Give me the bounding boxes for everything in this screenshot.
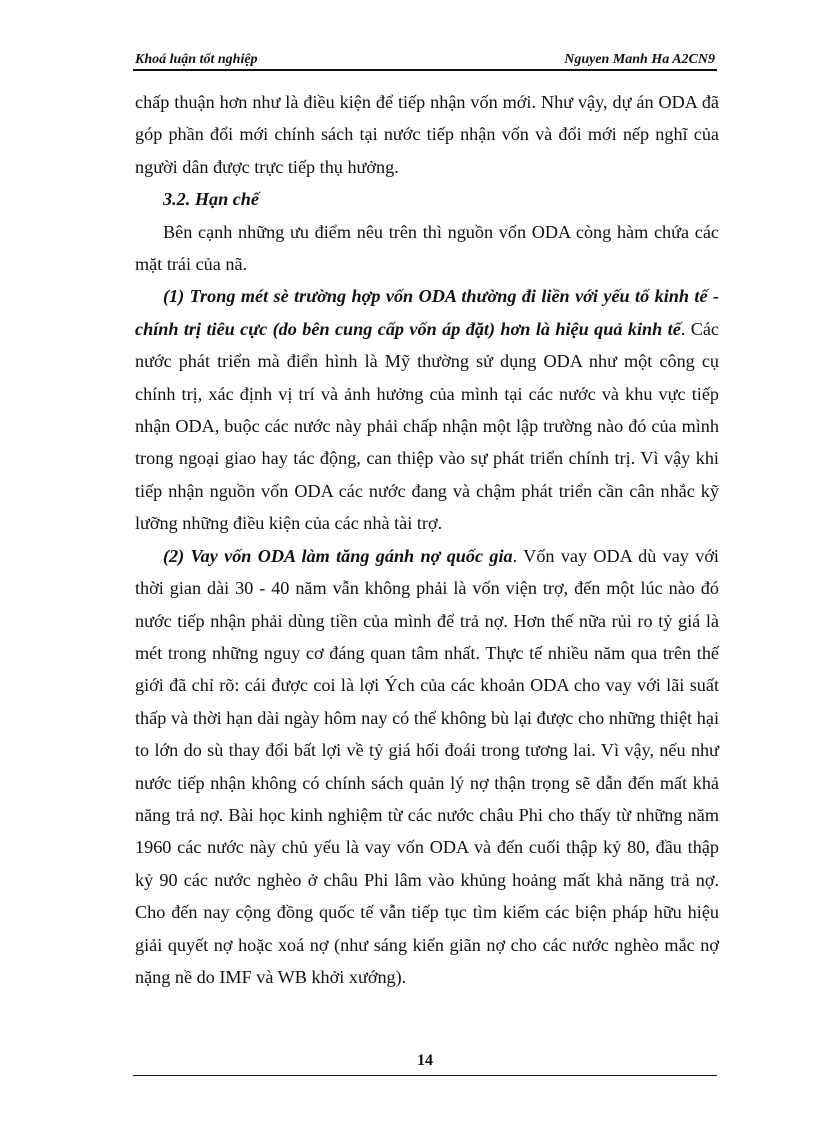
header-thesis-title: Khoá luận tốt nghiệp — [135, 52, 258, 67]
document-body — [135, 86, 719, 993]
point-1-title: (1) Trong mét sè trường hợp vốn ODA thường đi liền với yếu tố kinh tế - chính trị tiêu cực (do bên cung cấp vốn áp đặt) hơn là hiệu quả kinh tế — [135, 286, 719, 339]
page-number: 14 — [417, 1052, 433, 1069]
header-author: Nguyen Manh Ha A2CN9 — [564, 52, 715, 67]
page-footer — [133, 1051, 717, 1076]
paragraph-continuation: chấp thuận hơn như là điều kiện để tiếp nhận vốn mới. Như vậy, dự án ODA đã góp phần đổi mới chính sách tại nước tiếp nhận vốn và đổi mới nếp nghĩ của người dân được trực tiếp thụ hưởng. — [135, 92, 719, 177]
paragraph-intro: Bên cạnh những ưu điểm nêu trên thì nguồn vốn ODA còng hàm chứa các mặt trái của nã. — [135, 221, 719, 275]
paragraph-point-1 — [135, 280, 719, 539]
point-2-title: (2) Vay vốn ODA làm tăng gánh nợ quốc gia — [163, 545, 513, 566]
page-header — [133, 51, 717, 71]
section-heading: 3.2. Hạn chế — [163, 189, 259, 210]
paragraph-point-2 — [135, 540, 719, 994]
point-2-text: . Vốn vay ODA dù vay với thời gian dài 30 - 40 năm vẫn không phải là vốn viện trợ, đến một lúc nào đó nước tiếp nhận phải dùng tiền của mình để trả nợ. Hơn thế nữa rủi ro tỷ giá là mét trong những nguy cơ đáng quan tâm nhất. Thực tế nhiều năm qua trên thế giới đã chỉ rõ: cái được coi là lợi Ých của các khoản ODA cho vay với lãi suất thấp và thời hạn dài ngày hôm nay có thể không bù lại được cho những thiệt hại to lớn do sù thay đổi bất lợi về tỷ giá hối đoái trong tương lai. Vì vậy, nếu như nước tiếp nhận không có chính sách quản lý nợ thận trọng sẽ dẫn đến mất khả năng trả nợ. Bài học kinh nghiệm từ các nước châu Phi cho thấy từ những năm 1960 các nước này chủ yếu là vay vốn ODA và đến cuối thập kỷ 80, đầu thập kỷ 90 các nước nghèo ở châu Phi lâm vào khủng hoảng mất khả năng trả nợ. Cho đến nay cộng đồng quốc tế vẫn tiếp tục tìm kiếm các biện pháp hữu hiệu giải quyết nợ hoặc xoá nợ (như sáng kiến giãn nợ cho các nước nghèo mắc nợ nặng nề do IMF và WB khởi xướng). — [135, 545, 719, 987]
point-1-text: . Các nước phát triển mà điển hình là Mỹ thường sử dụng ODA như một công cụ chính trị, xác định vị trí và ảnh hưởng của mình tại các nước và khu vực tiếp nhận ODA, buộc các nước này phải chấp nhận một lập trường nào đó của mình trong ngoại giao hay tác động, can thiệp vào sự phát triển chính trị. Vì vậy khi tiếp nhận nguồn vốn ODA các nước đang và chậm phát triển cần cân nhắc kỹ lưỡng những điều kiện của các nhà tài trợ. — [135, 318, 719, 534]
